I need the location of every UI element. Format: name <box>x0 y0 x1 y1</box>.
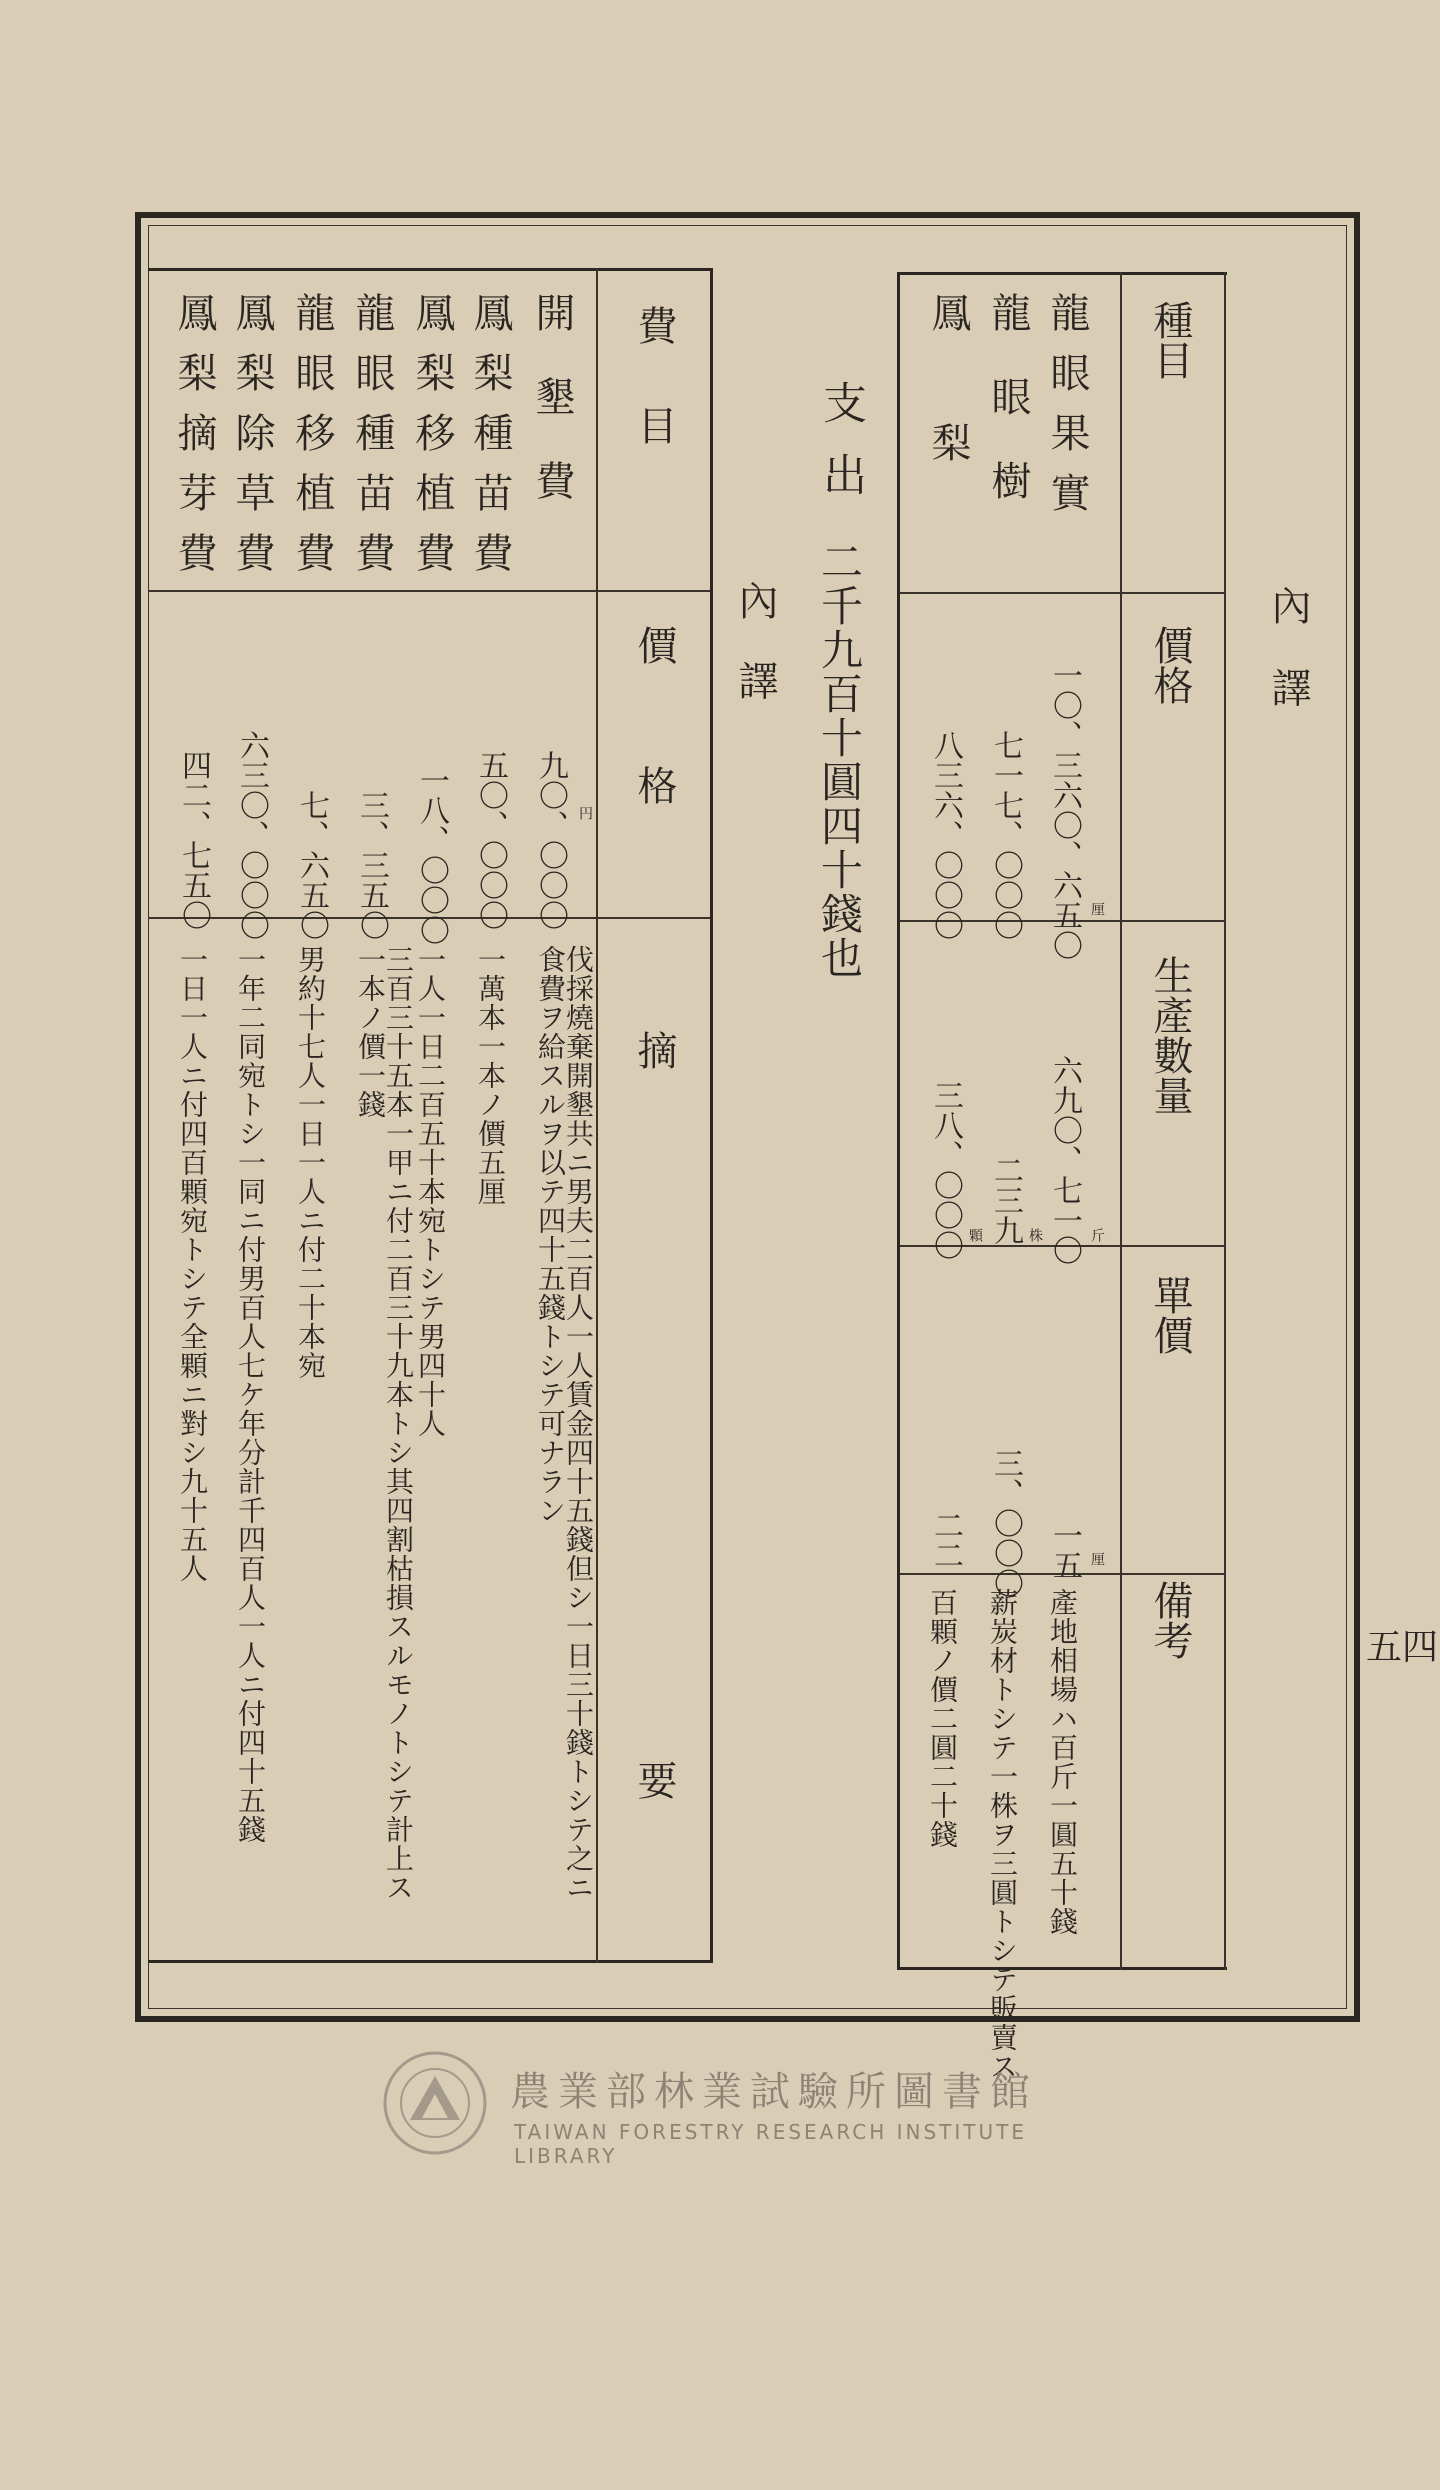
expenditure-amount: 二千九百十圓四十錢也 <box>815 540 864 980</box>
production-header-quantity: 生產數量 <box>1147 955 1193 1115</box>
library-seal-icon <box>380 2048 490 2158</box>
production-row-unit-price-unit: 厘 <box>1089 1552 1105 1566</box>
expense-row-item: 鳳梨移植費 <box>409 292 455 592</box>
production-row-quantity-unit: 斤 <box>1089 1228 1105 1242</box>
watermark-subtitle: TAIWAN FORESTRY RESEARCH INSTITUTE LIBRARY <box>514 2120 1027 2168</box>
expenditure-label: 支出 <box>815 380 866 524</box>
expense-price-unit: 円 <box>577 806 593 820</box>
expense-row-note: 男約十七人一日一人ニ付二十本宛 <box>294 945 327 1380</box>
production-row-quantity: 三八、〇〇〇 <box>928 1080 963 1260</box>
production-row-price: 八三六、〇〇〇 <box>928 730 963 940</box>
expense-row-price: 九〇、〇〇〇 <box>533 750 568 930</box>
production-row-unit-price: 三、〇〇〇 <box>988 1448 1023 1598</box>
expense-row-price: 六三〇、〇〇〇 <box>234 730 269 940</box>
expense-row-item: 開墾費 <box>529 292 575 544</box>
expense-row-price: 一八、〇〇〇 <box>414 765 449 945</box>
production-row-price: 七一七、〇〇〇 <box>988 730 1023 940</box>
production-row-quantity: 二三九 <box>988 1155 1023 1245</box>
production-row-unit-price: 二二 <box>928 1510 963 1570</box>
production-header-unit-price: 單價 <box>1147 1275 1193 1355</box>
expense-row-note: 一人一日二百五十本宛トシテ男四十人 <box>414 945 447 1438</box>
production-row-item: 龍眼樹 <box>985 292 1031 544</box>
expense-row-note: 一萬本一本ノ價五厘 <box>474 945 507 1206</box>
production-row-item: 龍眼果實 <box>1044 292 1090 532</box>
expense-header-price: 價格 <box>631 625 677 905</box>
expense-row-note: 三百三十五本一甲ニ付二百三十九本トシ其四割枯損スルモノトシテ計上ス一本ノ價一錢 <box>354 945 415 1902</box>
production-row-note: 薪炭材トシテ一株ヲ三圓トシテ販賣ス <box>986 1588 1019 2081</box>
expense-row-price: 七、六五〇 <box>294 790 329 940</box>
expense-header-item: 費目 <box>631 305 677 505</box>
page-number: 五四 <box>1366 1627 1439 1668</box>
production-row-quantity-unit: 株 <box>1027 1228 1043 1242</box>
section-title-right: 內譯 <box>1265 585 1311 749</box>
production-row-note: 產地相場ハ百斤一圓五十錢 <box>1046 1588 1079 1936</box>
expense-row-price: 四二、七五〇 <box>176 750 211 930</box>
expense-row-note: 伐採燒棄開墾共ニ男夫二百人一人賃金四十五錢但シ一日三十錢トシテ之ニ食費ヲ給スルヲ以テ四十五錢トシテ可ナラン <box>534 945 595 1902</box>
production-row-quantity-unit: 顆 <box>967 1228 983 1242</box>
expense-row-price: 三、三五〇 <box>354 790 389 940</box>
expenditure-breakdown-label: 內譯 <box>732 580 778 740</box>
expense-header-note: 摘要 <box>631 1030 677 2490</box>
production-row-price: 一〇、三六〇、六五〇 <box>1047 660 1082 960</box>
library-watermark <box>380 2048 1080 2168</box>
production-row-quantity: 六九〇、七一〇 <box>1047 1055 1082 1265</box>
expense-row-item: 龍眼種苗費 <box>349 292 395 592</box>
expense-row-item: 龍眼移植費 <box>289 292 335 592</box>
production-header-price: 價格 <box>1147 625 1193 705</box>
production-row-item: 鳳梨 <box>925 292 971 552</box>
production-row-unit-price: 一五 <box>1047 1520 1082 1580</box>
expense-row-note: 一日一人ニ付四百顆宛トシテ全顆ニ對シ九十五人 <box>176 945 209 1583</box>
expense-row-item: 鳳梨除草費 <box>229 292 275 592</box>
watermark-title: 農業部林業試驗所圖書館 <box>510 2069 1038 2115</box>
expense-row-note: 一年二同宛トシ一同ニ付男百人七ケ年分計千四百人一人ニ付四十五錢 <box>234 945 267 1844</box>
expense-row-item: 鳳梨摘芽費 <box>171 292 217 592</box>
expense-row-price: 五〇、〇〇〇 <box>473 750 508 930</box>
expense-row-item: 鳳梨種苗費 <box>467 292 513 592</box>
production-row-note: 百顆ノ價二圓二十錢 <box>926 1588 959 1849</box>
production-header-note: 備考 <box>1147 1580 1193 1660</box>
production-header-item: 種目 <box>1147 300 1193 380</box>
production-row-price-unit: 厘 <box>1089 902 1105 916</box>
